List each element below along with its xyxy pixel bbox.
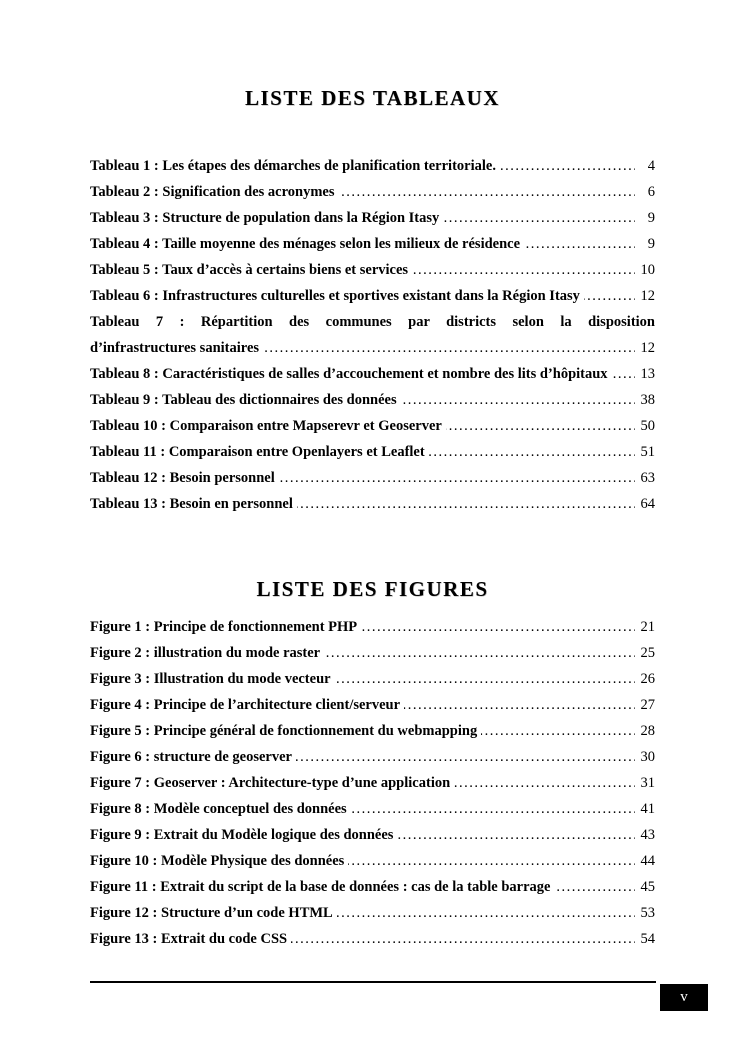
toc-entry-page: 13 <box>635 361 656 387</box>
toc-entry-label: Figure 13 : Extrait du code CSS <box>90 931 291 947</box>
toc-entry[interactable] <box>90 179 655 205</box>
toc-entry-page: 6 <box>642 179 655 205</box>
toc-entry-page: 54 <box>635 926 656 952</box>
page-number-box <box>660 984 708 1011</box>
toc-entry-label: Figure 1 : Principe de fonctionnement PHP <box>90 619 361 635</box>
toc-entry[interactable] <box>90 900 655 926</box>
toc-entry-label: Figure 5 : Principe général de fonctionnement du webmapping <box>90 723 481 739</box>
toc-entry[interactable] <box>90 874 655 900</box>
toc-entry-page: 12 <box>635 335 656 361</box>
toc-entry-label: Tableau 2 : Signification des acronymes <box>90 184 339 200</box>
toc-entry-line <box>90 179 655 205</box>
toc-entry[interactable] <box>90 770 655 796</box>
toc-entry-page: 9 <box>642 205 655 231</box>
toc-entry-line <box>90 744 655 770</box>
toc-entry[interactable] <box>90 205 655 231</box>
toc-entry[interactable] <box>90 614 655 640</box>
toc-entry-page: 38 <box>635 387 656 413</box>
toc-entry-line <box>90 283 655 309</box>
toc-entry[interactable] <box>90 309 655 361</box>
toc-entry-label-wrap: Tableau 7 : Répartition des communes par districts selon la disposition <box>90 314 655 330</box>
toc-entry-line <box>90 491 655 517</box>
toc-entry-page: 28 <box>635 718 656 744</box>
toc-entry-line <box>90 718 655 744</box>
toc-entry-page: 30 <box>635 744 656 770</box>
toc-entry-page: 10 <box>635 257 656 283</box>
toc-entry-label: Tableau 5 : Taux d’accès à certains biens et services <box>90 262 412 278</box>
toc-entry-page: 9 <box>642 231 655 257</box>
toc-entry-label: Figure 11 : Extrait du script de la base de données : cas de la table barrage <box>90 879 555 895</box>
toc-entry[interactable] <box>90 153 655 179</box>
toc-entry-label: Tableau 6 : Infrastructures culturelles et sportives existant dans la Région Itasy <box>90 288 584 304</box>
toc-entry[interactable] <box>90 796 655 822</box>
toc-entry-label: Figure 8 : Modèle conceptuel des données <box>90 801 351 817</box>
toc-entry-page: 53 <box>635 900 656 926</box>
tables-entries <box>90 153 655 517</box>
toc-entry-page: 26 <box>635 666 656 692</box>
toc-entry-label: Figure 7 : Geoserver : Architecture-type d’une application <box>90 775 454 791</box>
toc-entry[interactable] <box>90 439 655 465</box>
toc-entry-line <box>90 900 655 926</box>
figures-entries <box>90 614 655 952</box>
toc-entry[interactable] <box>90 666 655 692</box>
toc-entry-page: 4 <box>642 153 655 179</box>
toc-entry-label: Figure 10 : Modèle Physique des données <box>90 853 348 869</box>
toc-entry-line <box>90 822 655 848</box>
figures-section-title: LISTE DES FIGURES <box>256 577 489 601</box>
toc-entry-line <box>90 770 655 796</box>
toc-entry-line <box>90 874 655 900</box>
toc-entry-line <box>90 614 655 640</box>
toc-entry-page: 27 <box>635 692 656 718</box>
toc-entry[interactable] <box>90 257 655 283</box>
toc-entry-label: Tableau 4 : Taille moyenne des ménages selon les milieux de résidence <box>90 236 524 252</box>
toc-entry[interactable] <box>90 231 655 257</box>
toc-entry-label: Tableau 3 : Structure de population dans la Région Itasy <box>90 210 443 226</box>
toc-entry-page: 31 <box>635 770 656 796</box>
toc-entry-line <box>90 796 655 822</box>
toc-entry-line <box>90 153 655 179</box>
toc-entry-label: Figure 2 : illustration du mode raster <box>90 645 324 661</box>
tables-section-title: LISTE DES TABLEAUX <box>245 86 500 110</box>
toc-entry[interactable] <box>90 491 655 517</box>
toc-entry-page: 64 <box>635 491 656 517</box>
toc-entry[interactable] <box>90 926 655 952</box>
toc-entry-line <box>90 666 655 692</box>
toc-entry-label: d’infrastructures sanitaires <box>90 340 263 356</box>
toc-entry-label: Tableau 10 : Comparaison entre Mapserevr et Geoserver <box>90 418 446 434</box>
toc-entry-label: Tableau 1 : Les étapes des démarches de planification territoriale. <box>90 158 500 174</box>
toc-entry-line <box>90 848 655 874</box>
toc-entry-label: Figure 3 : Illustration du mode vecteur <box>90 671 335 687</box>
toc-entry-label: Figure 12 : Structure d’un code HTML <box>90 905 337 921</box>
toc-entry[interactable] <box>90 692 655 718</box>
toc-entry[interactable] <box>90 848 655 874</box>
toc-entry[interactable] <box>90 465 655 491</box>
toc-entry-line <box>90 361 655 387</box>
toc-entry[interactable] <box>90 283 655 309</box>
toc-entry-page: 50 <box>635 413 656 439</box>
toc-entry-line <box>90 926 655 952</box>
footer-rule <box>90 981 656 983</box>
toc-entry-line <box>90 205 655 231</box>
page-number: v <box>680 989 688 1005</box>
toc-entry-line <box>90 640 655 666</box>
toc-entry-label: Tableau 12 : Besoin personnel <box>90 470 279 486</box>
toc-entry-page: 63 <box>635 465 656 491</box>
toc-entry[interactable] <box>90 413 655 439</box>
toc-entry-line <box>90 257 655 283</box>
toc-entry[interactable] <box>90 744 655 770</box>
toc-entry[interactable] <box>90 640 655 666</box>
toc-entry-line <box>90 692 655 718</box>
toc-entry-line <box>90 439 655 465</box>
toc-entry[interactable] <box>90 822 655 848</box>
toc-entry-page: 45 <box>635 874 656 900</box>
toc-entry-label: Tableau 8 : Caractéristiques de salles d’accouchement et nombre des lits d’hôpitaux <box>90 366 612 382</box>
toc-entry-line <box>90 413 655 439</box>
toc-entry-label: Tableau 9 : Tableau des dictionnaires des données <box>90 392 401 408</box>
toc-entry-page: 21 <box>635 614 656 640</box>
toc-entry[interactable] <box>90 718 655 744</box>
toc-entry-label: Figure 6 : structure de geoserver <box>90 749 296 765</box>
toc-entry-line <box>90 387 655 413</box>
toc-entry-page: 41 <box>635 796 656 822</box>
toc-entry-page: 44 <box>635 848 656 874</box>
toc-entry-line <box>90 465 655 491</box>
toc-entry-label: Figure 4 : Principe de l’architecture client/serveur <box>90 697 404 713</box>
toc-entry-page: 25 <box>635 640 656 666</box>
toc-entry-page: 12 <box>635 283 656 309</box>
toc-entry[interactable] <box>90 361 655 387</box>
toc-entry-line <box>90 335 655 361</box>
toc-entry-page: 43 <box>635 822 656 848</box>
toc-entry-label: Figure 9 : Extrait du Modèle logique des données <box>90 827 397 843</box>
toc-entry-label: Tableau 11 : Comparaison entre Openlayers et Leaflet <box>90 444 429 460</box>
toc-entry-label: Tableau 13 : Besoin en personnel <box>90 496 297 512</box>
toc-entry[interactable] <box>90 387 655 413</box>
toc-entry-page: 51 <box>635 439 656 465</box>
toc-entry-line <box>90 231 655 257</box>
